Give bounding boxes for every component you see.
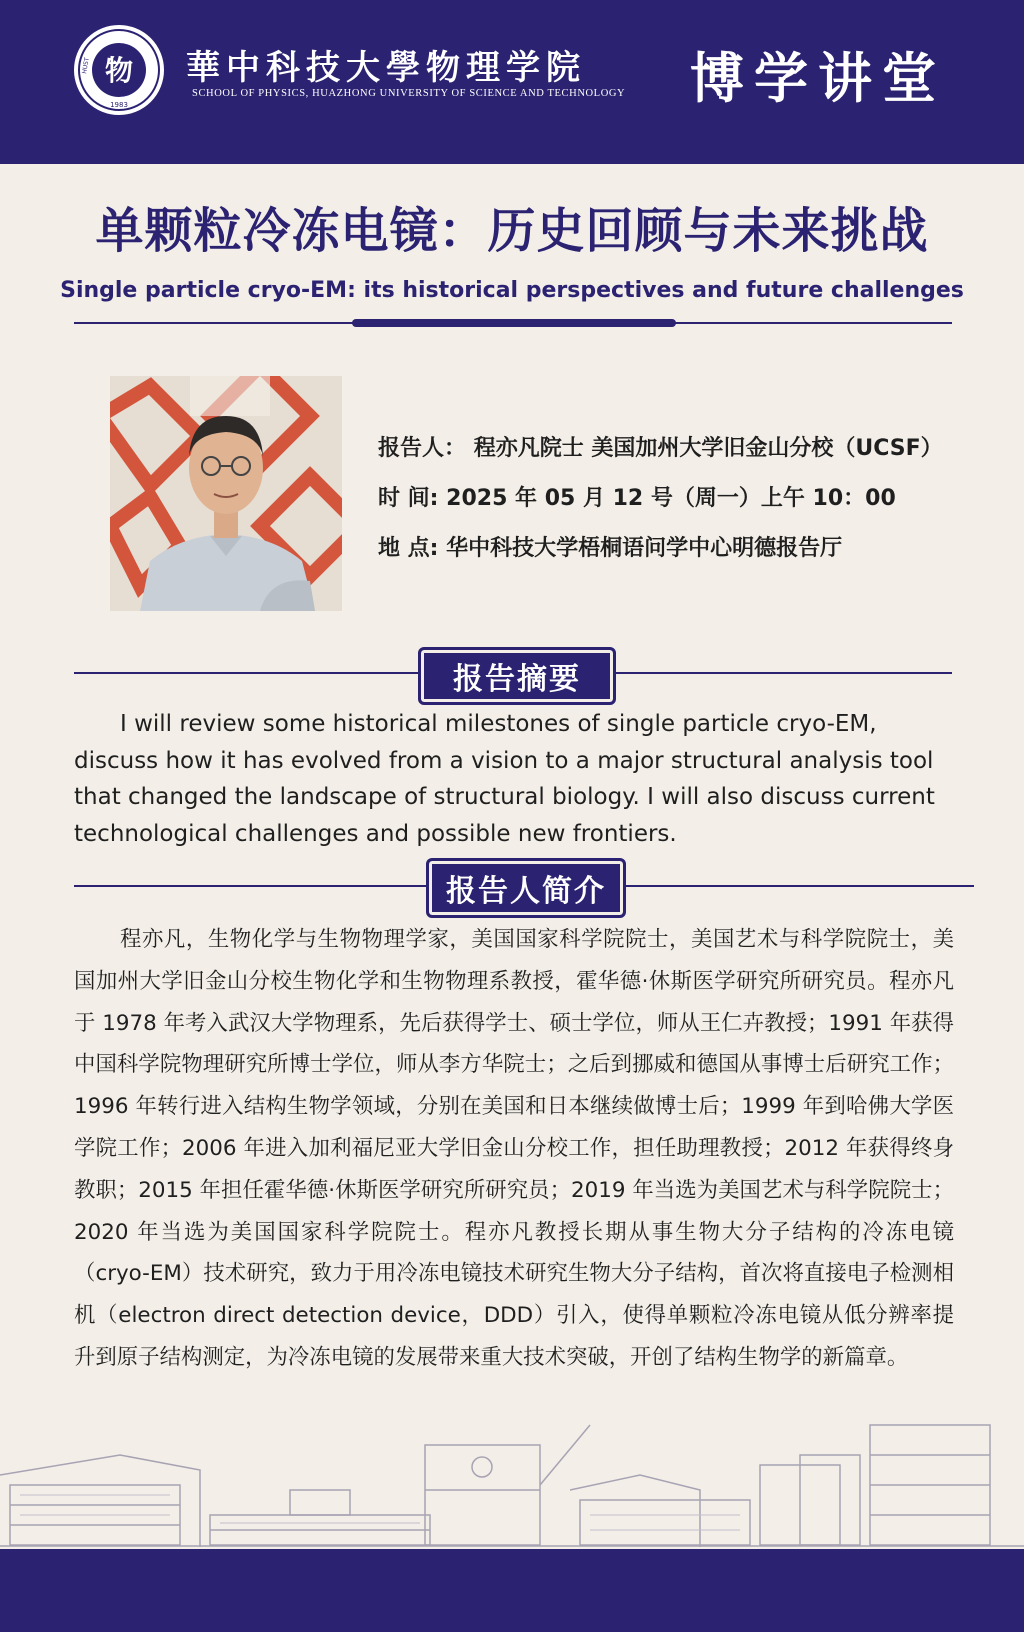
place-line [378,531,842,562]
campus-buildings-illustration [0,1415,1024,1547]
svg-text:物: 物 [104,54,134,87]
time-label: 时 间: [378,486,439,511]
talk-title-en: Single particle cryo-EM: its historical perspectives and future challenges [60,278,964,303]
title-divider-accent [352,319,676,327]
abstract-text: I will review some historical milestones of single particle cryo-EM, discuss how it has evolved from a vision to a major structural analysis tool that changed the landscape of structural biology. I will also discuss current technological challenges and possible new frontiers. [74,711,935,847]
university-name-cn: 華中科技大學物理学院 [186,48,586,88]
place-label: 地 点: [378,536,439,561]
time-value: 2025 年 05 月 12 号（周一）上午 10：00 [446,486,896,511]
svg-text:1983: 1983 [110,101,128,109]
speaker-value: 程亦凡院士 美国加州大学旧金山分校（UCSF） [473,436,943,461]
talk-title-cn: 单颗粒冷冻电镜：历史回顾与未来挑战 [95,203,929,259]
bio-text: 程亦凡，生物化学与生物物理学家，美国国家科学院院士，美国艺术与科学院院士，美国加州大学旧金山分校生物化学和生物物理系教授，霍华德·休斯医学研究所研究员。程亦凡于 1978 年考入武汉大学物理系，先后获得学士、硕士学位，师从王仁卉教授；1991 年获得中国科学院物理研究所博士学位，师从李方华院士；之后到挪威和德国从事博士后研究工作；1996 年转行进入结构生物学领域，分别在美国和日本继续做博士后；1999 年到哈佛大学医学院工作；2006 年进入加利福尼亚大学旧金山分校工作，担任助理教授；2012 年获得终身教职；2015 年担任霍华德·休斯医学研究所研究员；2019 年当选为美国艺术与科学院院士；2020 年当选为美国国家科学院院士。程亦凡教授长期从事生物大分子结构的冷冻电镜（cryo-EM）技术研究，致力于用冷冻电镜技术研究生物大分子结构，首次将直接电子检测相机（electron direct detection device，DDD）引入，使得单颗粒冷冻电镜从低分辨率提升到原子结构测定，为冷冻电镜的发展带来重大技术突破，开创了结构生物学的新篇章。 [74,927,954,1370]
university-seal-logo [74,25,164,115]
speaker-line [378,431,943,462]
university-name-en: SCHOOL OF PHYSICS, HUAZHONG UNIVERSITY OF SCIENCE AND TECHNOLOGY [192,88,626,99]
svg-text:HUST: HUST [81,56,91,75]
speaker-label: 报告人： [378,436,467,461]
abstract-section-title: 报告摘要 [418,647,616,705]
place-value: 华中科技大学梧桐语问学中心明德报告厅 [446,536,843,561]
bio-section-title: 报告人简介 [426,858,626,918]
time-line [378,481,896,512]
header-band [0,0,1024,164]
speaker-photo [110,376,342,611]
footer-band [0,1549,1024,1632]
lecture-series-title: 博学讲堂 [690,46,946,110]
